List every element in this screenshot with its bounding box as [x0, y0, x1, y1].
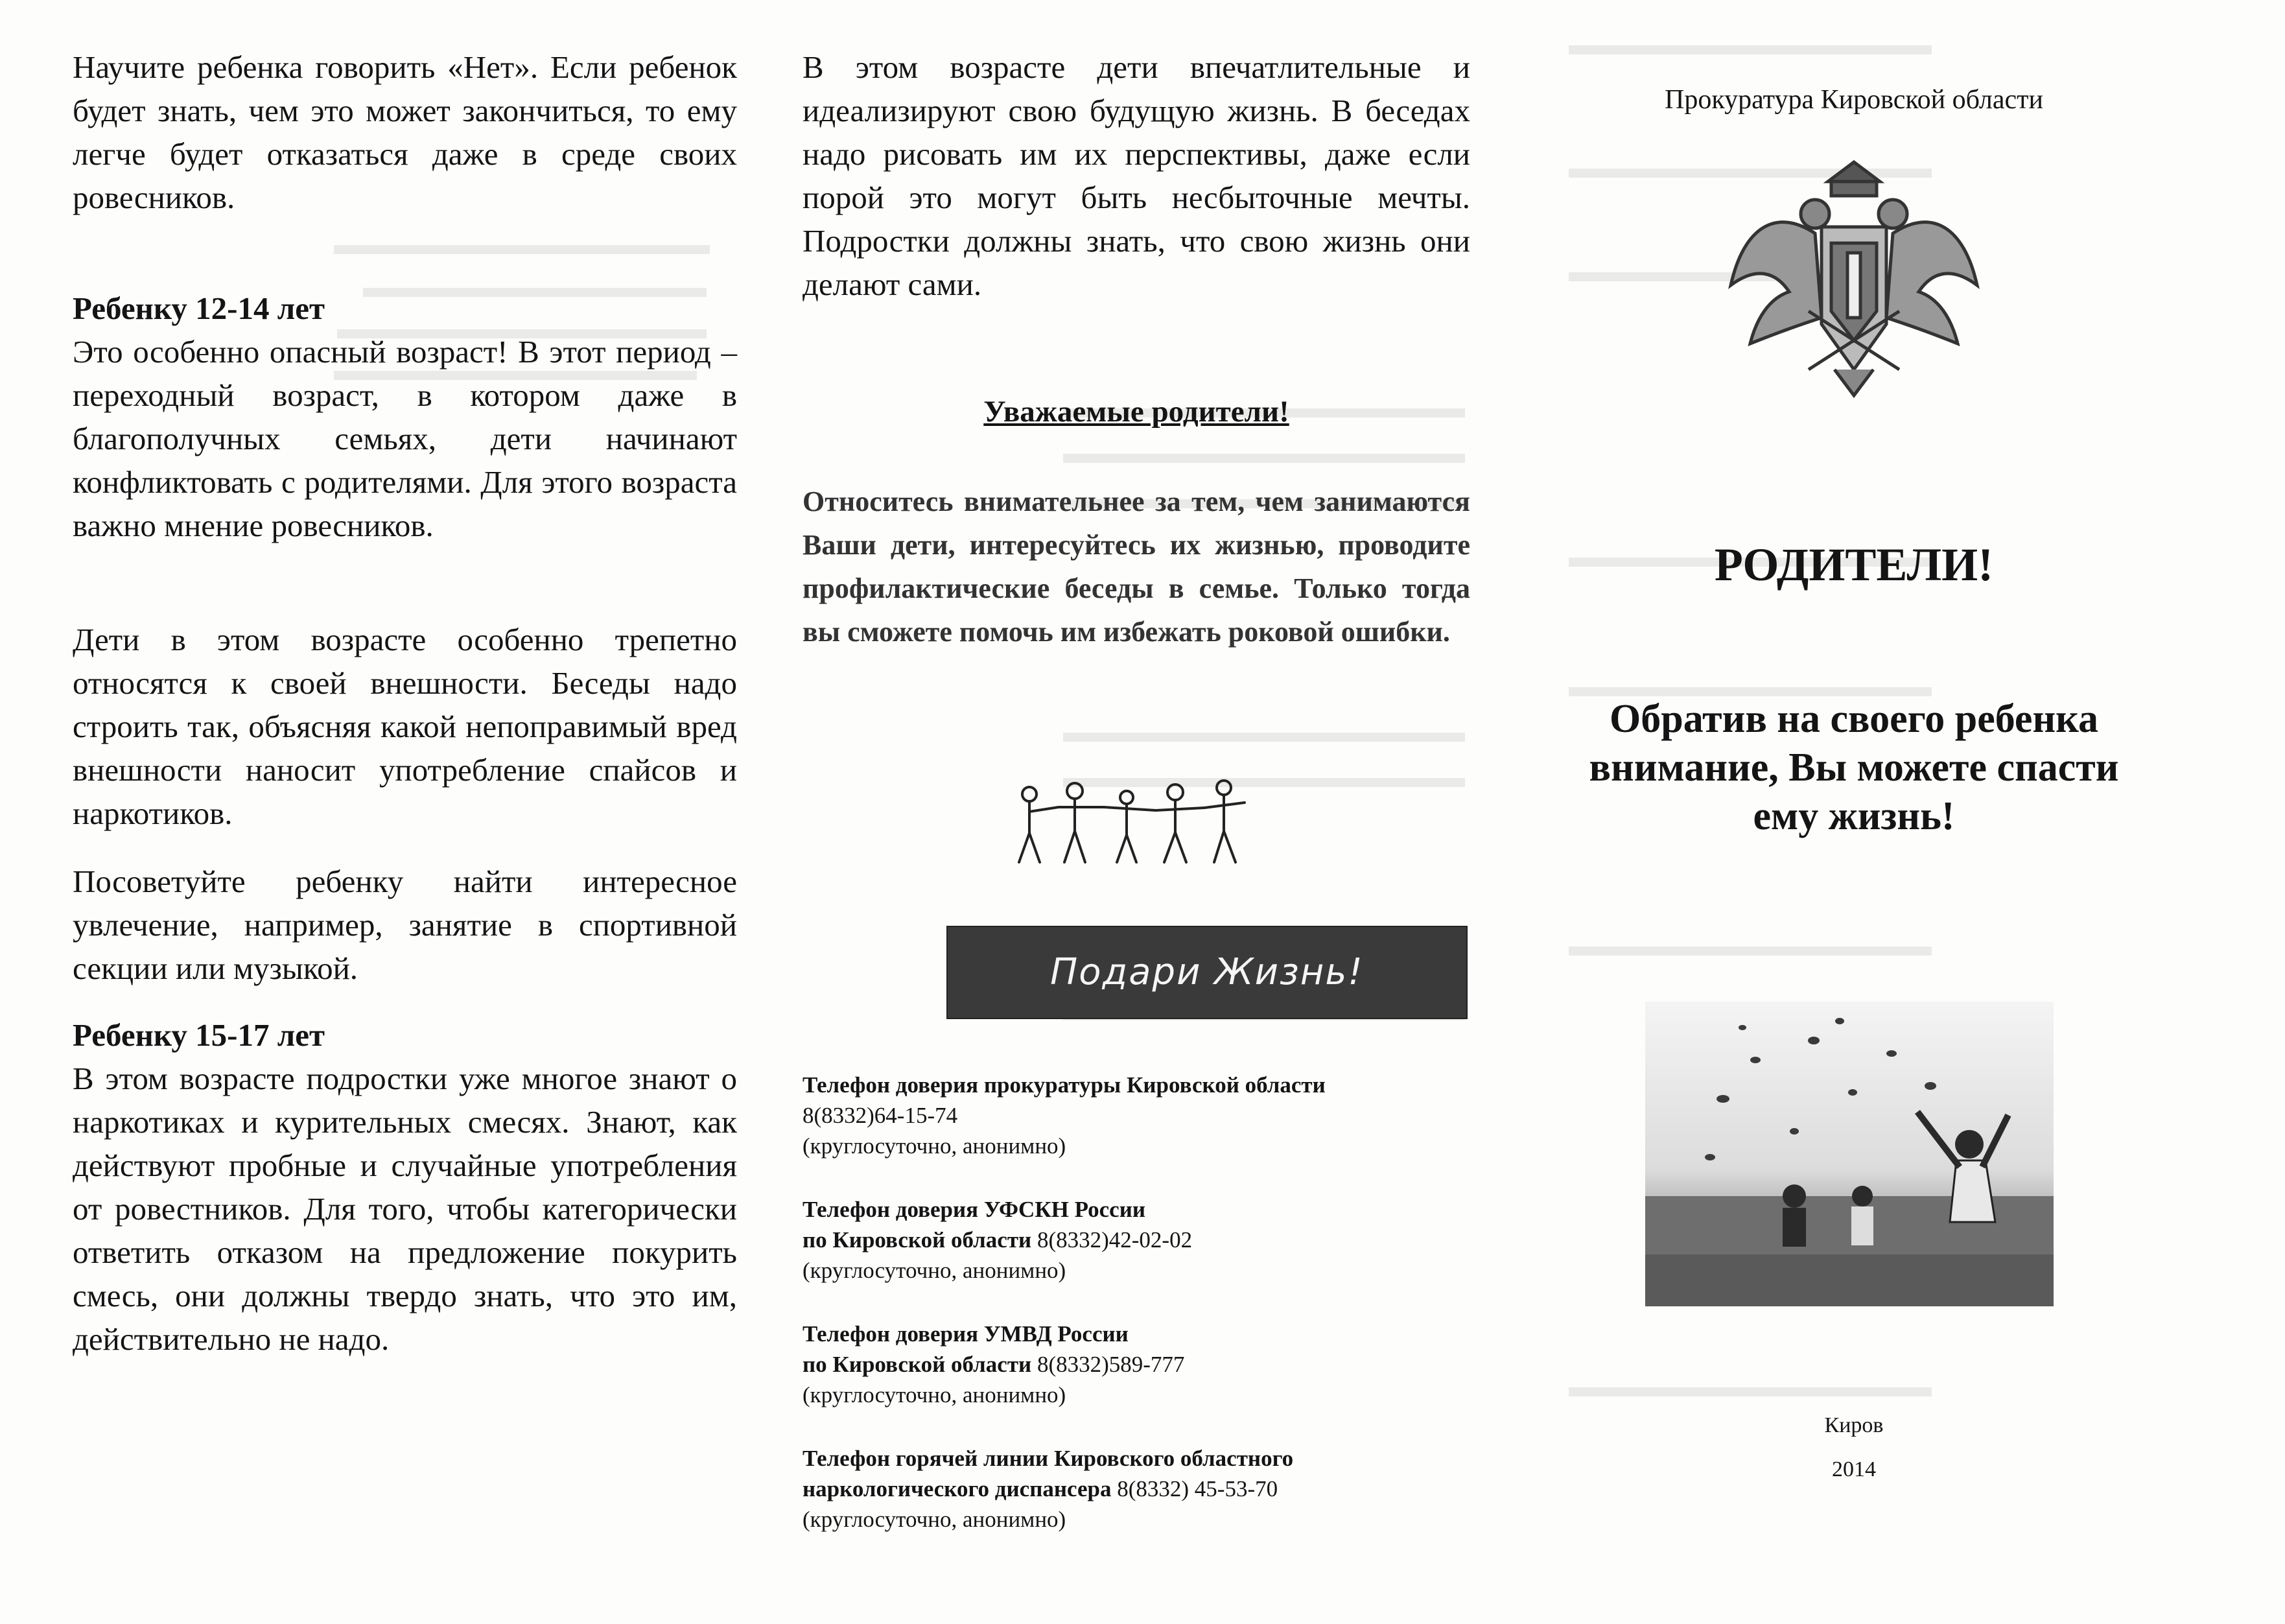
age-12-14-paragraph-1: Это особенно опасный возраст! В этот период – переходный возраст, в котором даже в благополучных семьях, дети начинают конфликтовать с родителями. Для этого возраста важно мнение ровесников.: [73, 334, 737, 543]
age-15-17-paragraph: В этом возрасте подростки уже многое знают о наркотиках и курительных смесях. Знают, как действуют пробные и случайные употребления от ровестников. Для того, чтобы категорически ответить отказом на предложение покурить смесь, они должны твердо знать, что это им, действительно не надо.: [73, 1061, 737, 1357]
prosecutor-emblem-icon: [1718, 156, 1990, 402]
organization-name: Прокуратура Кировской области: [1664, 85, 2043, 115]
city-name: Киров: [1824, 1413, 1884, 1437]
middle-column: [803, 0, 1470, 1624]
phone-number: 8(8332) 45-53-70: [1117, 1476, 1278, 1501]
phone-title-region: по Кировской области: [803, 1352, 1032, 1377]
right-column: [1530, 0, 2178, 1624]
phone-title: Телефон горячей линии Кировского областного: [803, 1446, 1294, 1471]
phone-title: Телефон доверия прокуратуры Кировской области: [803, 1072, 1326, 1098]
attention-paragraph: Относитесь внимательнее за тем, чем занимаются Ваши дети, интересуйтесь их жизнью, проводите профилактические беседы в семье. Только тогда вы сможете помочь им избежать роковой ошибки.: [803, 486, 1470, 648]
children-field-photo-icon: [1645, 1002, 2054, 1306]
age-15-17-heading: Ребенку 15-17 лет: [73, 1017, 325, 1053]
phone-title: Телефон доверия УМВД России: [803, 1321, 1129, 1347]
phone-number: 8(8332)589-777: [1037, 1352, 1185, 1377]
phone-note: (круглосуточно, анонимно): [803, 1133, 1066, 1159]
phone-title-region: по Кировской области: [803, 1227, 1032, 1253]
phone-title-region: наркологического диспансера: [803, 1476, 1112, 1501]
phone-block-ufskn: [803, 1194, 1470, 1286]
phone-note: (круглосуточно, анонимно): [803, 1507, 1066, 1532]
phone-block-prosecutor: [803, 1070, 1470, 1161]
phone-note: (круглосуточно, анонимно): [803, 1382, 1066, 1407]
intro-paragraph: Научите ребенка говорить «Нет». Если ребенок будет знать, чем это может закончиться, то ему легче будет отказаться даже в среде своих ровесников.: [73, 49, 737, 215]
phone-note: (круглосуточно, анонимно): [803, 1258, 1066, 1283]
parents-heading: РОДИТЕЛИ!: [1714, 539, 1994, 591]
phone-title: Телефон доверия УФСКН России: [803, 1197, 1146, 1222]
phone-number: 8(8332)42-02-02: [1037, 1227, 1193, 1253]
give-life-banner: Подари Жизнь!: [946, 926, 1468, 1019]
phone-number: 8(8332)64-15-74: [803, 1103, 958, 1128]
children-holding-hands-icon: [1010, 771, 1256, 869]
slogan: Обратив на своего ребенка внимание, Вы можете спасти ему жизнь!: [1589, 697, 2119, 838]
respected-parents-heading: Уважаемые родители!: [983, 395, 1289, 429]
age-12-14-paragraph-3: Посоветуйте ребенку найти интересное увлечение, например, занятие в спортивной секции или музыкой.: [73, 864, 737, 986]
left-column: [73, 0, 737, 1624]
age-12-14-heading: Ребенку 12-14 лет: [73, 290, 325, 326]
imagination-paragraph: В этом возрасте дети впечатлительные и идеализируют свою будущую жизнь. В беседах надо рисовать им их перспективы, даже если порой это могут быть несбыточные мечты. Подростки должны знать, что свою жизнь они делают сами.: [803, 49, 1470, 302]
phone-block-narcology: [803, 1443, 1470, 1535]
publication-year: 2014: [1832, 1457, 1876, 1481]
age-12-14-paragraph-2: Дети в этом возрасте особенно трепетно относятся к своей внешности. Беседы надо строить так, объясняя какой непоправимый вред внешности наносит употребление спайсов и наркотиков.: [73, 622, 737, 831]
phone-block-umvd: [803, 1319, 1470, 1410]
